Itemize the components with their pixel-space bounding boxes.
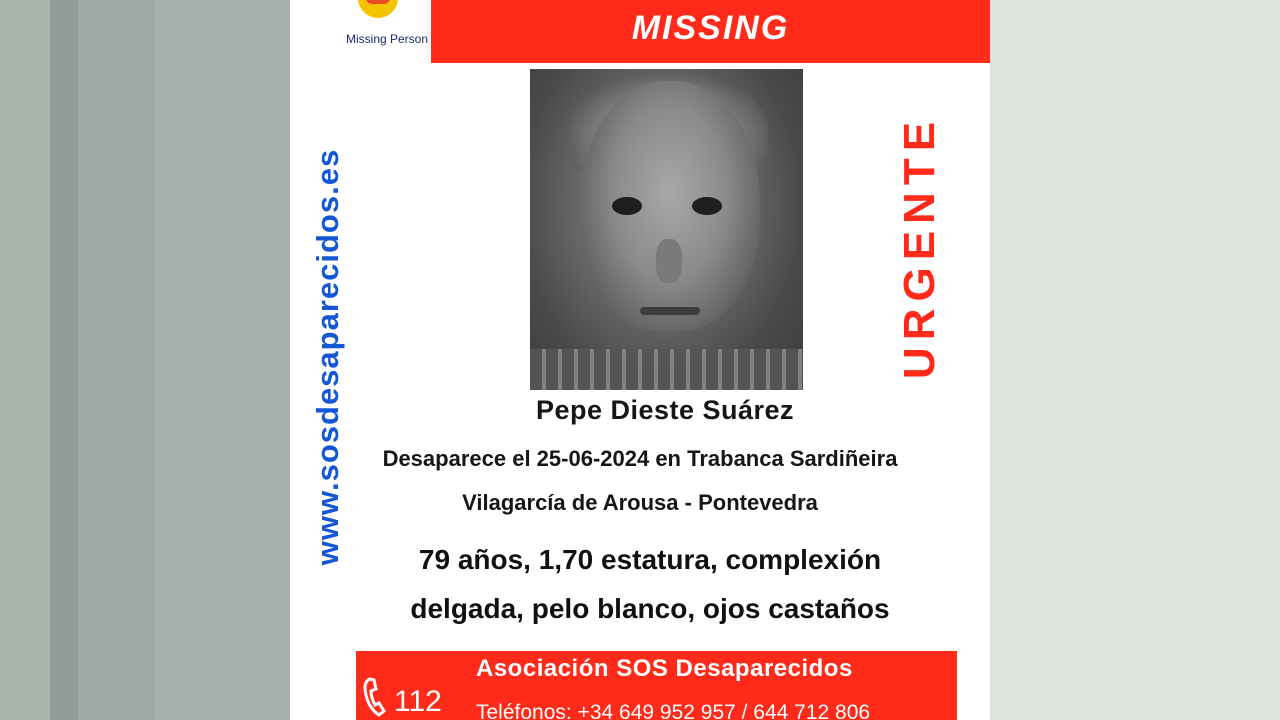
website-column: [302, 80, 354, 635]
missing-person-poster: [290, 0, 990, 720]
missing-person-logo: [320, 0, 429, 50]
contact-phones: Teléfonos: +34 649 952 957 / 644 712 806: [476, 701, 871, 720]
logo-icon: [358, 0, 398, 18]
contact-footer: [356, 651, 957, 720]
urgent-column: [890, 75, 950, 420]
disappearance-date-place: Desaparece el 25-06-2024 en Trabanca Sardiñeira: [382, 446, 898, 471]
description-line-2: delgada, pelo blanco, ojos castaños: [410, 593, 890, 624]
emergency-number: 112: [394, 685, 442, 718]
urgent-label: URGENTE: [895, 114, 944, 380]
description-line-1: 79 años, 1,70 estatura, complexión: [418, 544, 882, 575]
disappearance-location: Vilagarcía de Arousa - Pontevedra: [462, 490, 818, 515]
missing-banner: [431, 0, 990, 63]
background-right: [990, 0, 1280, 720]
phone-icon: [362, 677, 390, 717]
logo-text: Missing Person: [345, 32, 429, 46]
background-left: [0, 0, 290, 720]
person-photo: [530, 69, 803, 390]
association-name: Asociación SOS Desaparecidos: [476, 655, 853, 682]
person-name: Pepe Dieste Suárez: [535, 395, 795, 425]
website-url: www.sosdesaparecidos.es: [310, 148, 345, 566]
missing-banner-text: MISSING: [631, 9, 790, 47]
